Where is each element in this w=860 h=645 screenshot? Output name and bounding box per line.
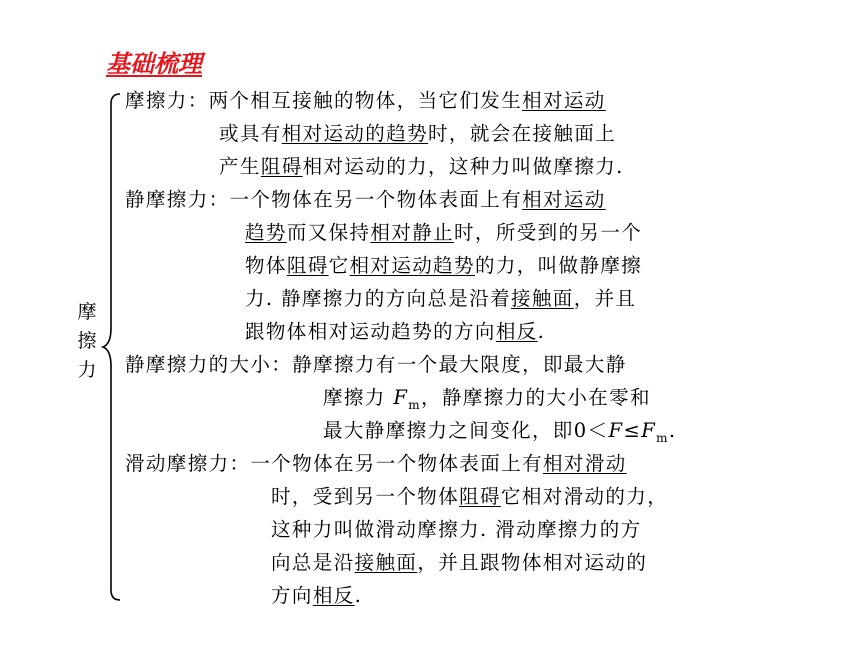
sliding-line-4: 向总是沿接触面，并且跟物体相对运动的 <box>271 551 648 574</box>
sliding-line-1: 滑动摩擦力：一个物体在另一个物体表面上有相对滑动 <box>125 452 627 475</box>
friction-line-2: 或具有相对运动的趋势时，就会在接触面上 <box>219 122 617 145</box>
underlined-term: 趋势 <box>245 221 287 244</box>
static-line-5: 跟物体相对运动趋势的方向相反. <box>245 320 546 343</box>
underlined-term: 接触面 <box>354 551 418 574</box>
left-brace <box>100 92 124 602</box>
underlined-term: 阻碍 <box>260 155 303 178</box>
underlined-term: 阻碍 <box>459 485 501 508</box>
static-line-2: 趋势而又保持相对静止时，所受到的另一个 <box>245 221 643 244</box>
underlined-term: 接触面 <box>511 287 574 310</box>
underlined-term: 相对滑动 <box>543 452 627 475</box>
underlined-term: 相对运动的趋势 <box>281 122 429 145</box>
underlined-term: 相对静止 <box>370 221 455 244</box>
underlined-term: 相反 <box>495 320 538 343</box>
magnitude-line-3: 最大静摩擦力之间变化，即$0<F\le F_m$. <box>323 419 677 445</box>
static-line-3: 物体阻碍它相对运动趋势的力，叫做静摩擦 <box>245 254 643 277</box>
side-label-char: 力 <box>77 359 97 381</box>
static-line-4: 力. 静摩擦力的方向总是沿着接触面，并且 <box>245 287 637 310</box>
sliding-line-3: 这种力叫做滑动摩擦力. 滑动摩擦力的方 <box>271 518 642 541</box>
static-line-1: 静摩擦力：一个物体在另一个物体表面上有相对运动 <box>125 188 606 211</box>
magnitude-line-2: 摩擦力 $F_m$，静摩擦力的大小在零和 <box>323 386 651 412</box>
magnitude-line-1: 静摩擦力的大小：静摩擦力有一个最大限度，即最大静 <box>125 353 627 376</box>
underlined-term: 相对运动趋势 <box>349 254 475 277</box>
side-label <box>74 298 100 385</box>
section-title: 基础梳理 <box>106 50 202 78</box>
sliding-line-5: 方向相反. <box>271 584 363 607</box>
underlined-term: 阻碍 <box>286 254 329 277</box>
friction-line-3: 产生阻碍相对运动的力，这种力叫做摩擦力. <box>219 155 624 178</box>
underlined-term: 相对运动 <box>522 89 606 112</box>
friction-line-1: 摩擦力：两个相互接触的物体，当它们发生相对运动 <box>125 89 606 112</box>
side-label-char: 擦 <box>77 330 97 352</box>
underlined-term: 相反 <box>312 584 355 607</box>
underlined-term: 相对运动 <box>522 188 606 211</box>
sliding-line-2: 时，受到另一个物体阻碍它相对滑动的力， <box>271 485 669 508</box>
side-label-char: 摩 <box>77 301 97 323</box>
